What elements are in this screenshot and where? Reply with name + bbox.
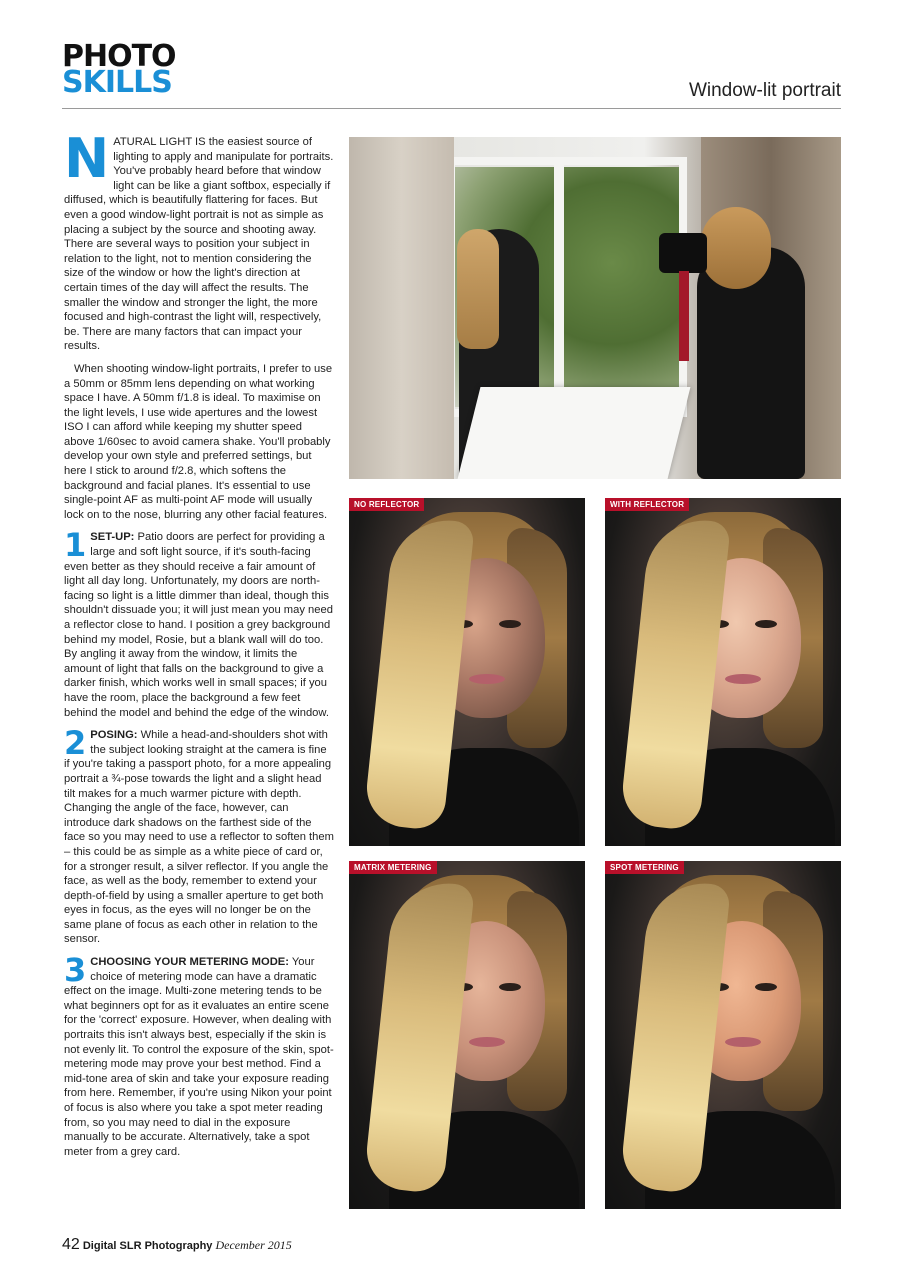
step-title: POSING:	[90, 729, 138, 742]
patio-door-mullion	[554, 157, 564, 417]
step-text: Your choice of metering mode can have a dramatic effect on the image. Multi-zone metering tends to be what beginners opt for as it evaluates an entire scene for the 'correct' exposure. However, when dealing with portraits this isn't always best, especially if the skin is not evenly lit. To control the exposure of the skin, spot-metering mode may prove your best method. Find a mid-tone area of skin and take your exposure reading from here. Remember, if you're using Nikon your point of focus is also where you take a spot meter reading from, so you may need to dial in the exposure manually to be accurate. Alternatively, take a spot meter from a grey card.	[64, 956, 334, 1158]
page-footer	[62, 1236, 292, 1254]
section-title: Window-lit portrait	[688, 80, 841, 101]
lips	[725, 674, 761, 684]
step-1	[64, 526, 334, 720]
eye	[499, 620, 521, 628]
magazine-name: Digital SLR Photography	[82, 1240, 213, 1252]
header-divider	[62, 108, 841, 109]
setup-photo	[349, 137, 841, 479]
intro-paragraph-2: When shooting window-light portraits, I prefer to use a 50mm or 85mm lens depending on what working space I have. A 50mm f/1.8 is ideal. To maximise on the light levels, I use wide apertures and the lowest ISO I can afford while keeping my shutter speed above 1/60sec to avoid camera shake. You'll probably develop your own style and preferred settings, but here I stick to around f/2.8, which softens the background and facial planes. It's essential to use single-point AF as multi-point AF mode will usually lock on to the nose, blurring any other facial features.	[64, 362, 333, 521]
eye	[755, 620, 777, 628]
step-number: 2	[64, 724, 87, 763]
lips	[725, 1037, 761, 1047]
eye	[499, 983, 521, 991]
lips	[469, 1037, 505, 1047]
camera-icon	[659, 233, 707, 273]
camera-strap	[679, 271, 689, 361]
step-number: 1	[64, 526, 87, 565]
portrait-with-reflector	[605, 498, 841, 846]
lips	[469, 674, 505, 684]
reflector-board	[458, 387, 691, 479]
label-no-reflector: NO REFLECTOR	[349, 498, 424, 511]
issue-date: December 2015	[215, 1238, 292, 1252]
step-title: CHOOSING YOUR METERING MODE:	[90, 956, 289, 969]
step-3	[64, 951, 334, 1159]
page-number: 42	[62, 1236, 80, 1253]
step-text: Patio doors are perfect for providing a large and soft light source, if it's south-facing even better as they should receive a fair amount of light all day long. Unfortunately, my doors are north-facing so light is a little dimmer than ideal, though this shouldn't dissuade you; it will just mean you may need a reflector close to hand. I position a grey background behind my model, Rosie, but a blank wall will do too. By angling it away from the window, it limits the amount of light that falls on the background to give a darker finish, which works well in small spaces; if you have the room, place the background a few feet behind the model and behind the edge of the window.	[64, 531, 333, 719]
intro-text-1: ATURAL LIGHT IS the easiest source of lighting to apply and manipulate for portraits. You've probably heard before that window light can be like a giant softbox, especially if diffused, which is beautifully flattering for faces. But even a good window-light portrait is not as simple as placing a subject by the source and shooting away. There are several ways to position your subject in relation to the light, not to mention considering the size of the window or how the light's direction at certain times of the day will affect the results. The smaller the window and stronger the light, the more focused and high-contrast the light will, respectively, be. There are many factors that can impact your results.	[64, 136, 334, 353]
photo-skills-logo	[62, 39, 187, 100]
logo-line-skills: SKILLS	[62, 64, 172, 100]
portrait-no-reflector	[349, 498, 585, 846]
article-body	[64, 127, 334, 1167]
portrait-spot-metering	[605, 861, 841, 1209]
model-hair	[457, 229, 499, 349]
curtain-left	[349, 137, 454, 479]
logo-line-photo: PHOTO	[62, 39, 176, 74]
drop-cap: N	[64, 127, 110, 190]
portrait-matrix-metering	[349, 861, 585, 1209]
step-2	[64, 724, 334, 947]
photographer-hair	[701, 207, 771, 289]
label-spot-metering: SPOT METERING	[605, 861, 684, 874]
eye	[755, 983, 777, 991]
intro-paragraph-1	[64, 127, 334, 354]
step-number: 3	[64, 951, 87, 990]
label-matrix-metering: MATRIX METERING	[349, 861, 437, 874]
step-text: While a head-and-shoulders shot with the subject looking straight at the camera is fine if you're taking a passport photo, for a more appealing portrait a ¾-pose towards the light and a slight head tilt makes for a much warmer picture with depth. Changing the angle of the face, however, can introduce dark shadows on the farthest side of the face so you may need to use a reflector to soften them – this could be as simple as a white piece of card or, for a stronger result, a silver reflector. If you angle the face, as well as the body, remember to extend your depth-of-field by using a smaller aperture to get both eyes in focus, as the eyes will no longer be on the same plane of focus as each other in relation to the sensor.	[64, 729, 334, 946]
label-with-reflector: WITH REFLECTOR	[605, 498, 689, 511]
step-title: SET-UP:	[90, 531, 135, 544]
